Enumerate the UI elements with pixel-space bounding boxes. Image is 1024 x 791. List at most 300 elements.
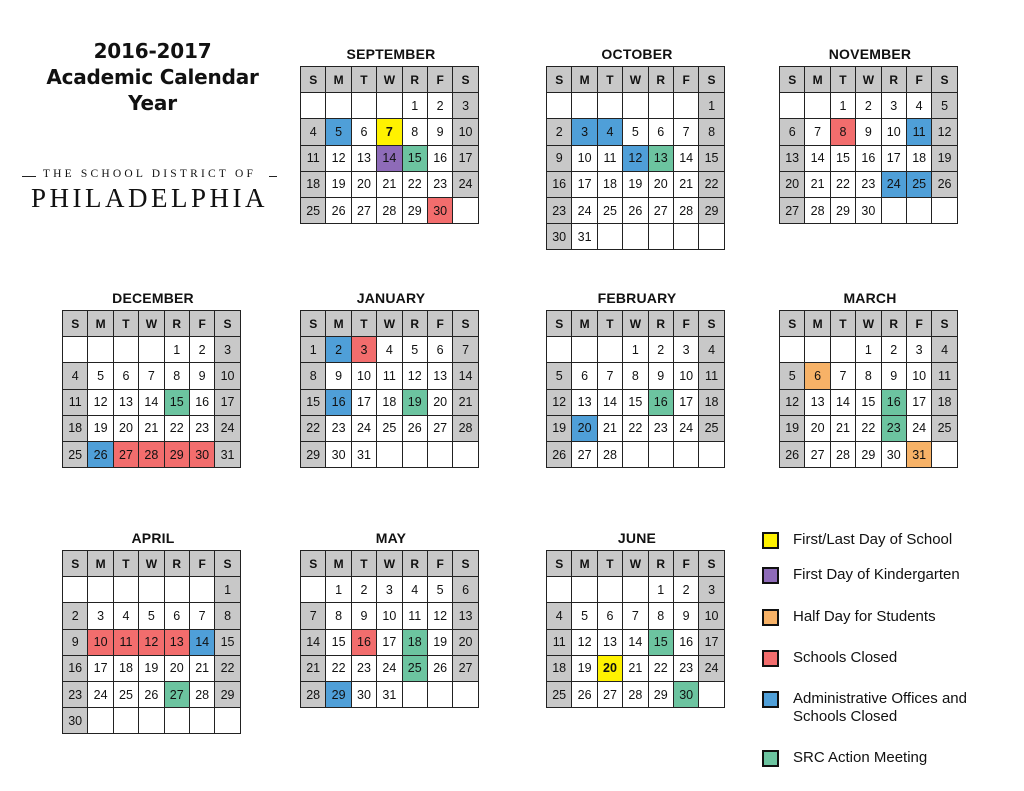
weekday-header: R bbox=[402, 311, 427, 337]
day-cell: 28 bbox=[189, 681, 214, 707]
empty-cell bbox=[597, 337, 622, 363]
day-cell: 4 bbox=[932, 337, 957, 363]
week-row bbox=[301, 197, 479, 223]
day-cell: 13 bbox=[113, 389, 138, 415]
day-cell: 25 bbox=[597, 197, 622, 223]
day-cell: 28 bbox=[805, 197, 830, 223]
day-cell: 26 bbox=[572, 681, 597, 707]
day-cell: 30 bbox=[881, 441, 906, 467]
day-cell: 3 bbox=[88, 603, 113, 629]
day-cell: 16 bbox=[427, 145, 452, 171]
day-cell: 23 bbox=[673, 655, 698, 681]
month-name: APRIL bbox=[131, 530, 175, 546]
day-cell: 7 bbox=[623, 603, 648, 629]
day-cell: 21 bbox=[301, 655, 326, 681]
empty-cell bbox=[427, 441, 452, 467]
day-cell: 22 bbox=[856, 415, 881, 441]
day-cell: 28 bbox=[453, 415, 478, 441]
week-row bbox=[780, 171, 958, 197]
weekday-header: W bbox=[377, 67, 402, 93]
day-cell: 7 bbox=[597, 363, 622, 389]
empty-cell bbox=[164, 577, 189, 603]
empty-cell bbox=[623, 93, 648, 119]
day-cell: 23 bbox=[648, 415, 673, 441]
weekday-header-row bbox=[63, 311, 241, 337]
day-cell: 22 bbox=[699, 171, 724, 197]
empty-cell bbox=[402, 681, 427, 707]
week-row bbox=[301, 363, 479, 389]
weekday-header: T bbox=[830, 311, 855, 337]
day-cell: 5 bbox=[623, 119, 648, 145]
week-row bbox=[547, 389, 725, 415]
day-cell: 20 bbox=[597, 655, 622, 681]
weekday-header: F bbox=[906, 311, 931, 337]
day-cell: 16 bbox=[673, 629, 698, 655]
day-cell: 8 bbox=[830, 119, 855, 145]
empty-cell bbox=[547, 93, 572, 119]
empty-cell bbox=[932, 441, 957, 467]
day-cell: 10 bbox=[453, 119, 478, 145]
day-cell: 6 bbox=[780, 119, 805, 145]
weekday-header: T bbox=[597, 551, 622, 577]
day-cell: 5 bbox=[780, 363, 805, 389]
day-cell: 2 bbox=[881, 337, 906, 363]
day-cell: 24 bbox=[351, 415, 376, 441]
day-cell: 11 bbox=[402, 603, 427, 629]
day-cell: 4 bbox=[699, 337, 724, 363]
day-cell: 8 bbox=[699, 119, 724, 145]
empty-cell bbox=[648, 224, 673, 250]
week-row bbox=[63, 441, 241, 467]
day-cell: 19 bbox=[547, 415, 572, 441]
week-row bbox=[301, 441, 479, 467]
empty-cell bbox=[699, 441, 724, 467]
weekday-header: R bbox=[881, 67, 906, 93]
empty-cell bbox=[805, 93, 830, 119]
weekday-header: R bbox=[881, 311, 906, 337]
day-cell: 15 bbox=[301, 389, 326, 415]
weekday-header-row bbox=[547, 67, 725, 93]
legend-swatch-green bbox=[762, 750, 779, 767]
weekday-header: S bbox=[301, 551, 326, 577]
day-cell: 19 bbox=[623, 171, 648, 197]
day-cell: 21 bbox=[805, 171, 830, 197]
day-cell: 29 bbox=[648, 681, 673, 707]
day-cell: 16 bbox=[547, 171, 572, 197]
day-cell: 7 bbox=[189, 603, 214, 629]
week-row bbox=[63, 389, 241, 415]
day-cell: 30 bbox=[351, 681, 376, 707]
empty-cell bbox=[572, 577, 597, 603]
day-cell: 21 bbox=[377, 171, 402, 197]
day-cell: 18 bbox=[402, 629, 427, 655]
day-cell: 6 bbox=[572, 363, 597, 389]
empty-cell bbox=[139, 337, 164, 363]
weekday-header-row bbox=[63, 551, 241, 577]
empty-cell bbox=[780, 93, 805, 119]
day-cell: 31 bbox=[215, 441, 240, 467]
day-cell: 2 bbox=[63, 603, 88, 629]
day-cell: 10 bbox=[88, 629, 113, 655]
day-cell: 17 bbox=[453, 145, 478, 171]
day-cell: 30 bbox=[547, 224, 572, 250]
week-row bbox=[63, 337, 241, 363]
day-cell: 31 bbox=[906, 441, 931, 467]
day-cell: 23 bbox=[351, 655, 376, 681]
day-cell: 12 bbox=[402, 363, 427, 389]
week-row bbox=[547, 655, 725, 681]
weekday-header: M bbox=[805, 311, 830, 337]
day-cell: 20 bbox=[805, 415, 830, 441]
week-row bbox=[301, 655, 479, 681]
day-cell: 3 bbox=[673, 337, 698, 363]
day-cell: 3 bbox=[215, 337, 240, 363]
weekday-header: T bbox=[351, 67, 376, 93]
calendar-year-title: 2016-2017 bbox=[93, 39, 212, 63]
day-cell: 24 bbox=[673, 415, 698, 441]
day-cell: 26 bbox=[402, 415, 427, 441]
day-cell: 15 bbox=[856, 389, 881, 415]
weekday-header: S bbox=[699, 551, 724, 577]
empty-cell bbox=[113, 708, 138, 734]
day-cell: 16 bbox=[881, 389, 906, 415]
day-cell: 11 bbox=[597, 145, 622, 171]
day-cell: 25 bbox=[113, 681, 138, 707]
empty-cell bbox=[547, 337, 572, 363]
day-cell: 28 bbox=[673, 197, 698, 223]
day-cell: 17 bbox=[572, 171, 597, 197]
day-cell: 24 bbox=[215, 415, 240, 441]
day-cell: 10 bbox=[215, 363, 240, 389]
weekday-header: W bbox=[377, 551, 402, 577]
day-cell: 29 bbox=[326, 681, 351, 707]
day-cell: 14 bbox=[623, 629, 648, 655]
weekday-header: M bbox=[572, 67, 597, 93]
day-cell: 5 bbox=[427, 577, 452, 603]
weekday-header: S bbox=[453, 67, 478, 93]
day-cell: 14 bbox=[805, 145, 830, 171]
day-cell: 11 bbox=[377, 363, 402, 389]
weekday-header: S bbox=[699, 311, 724, 337]
weekday-header: F bbox=[427, 67, 452, 93]
day-cell: 16 bbox=[856, 145, 881, 171]
week-row bbox=[780, 119, 958, 145]
day-cell: 19 bbox=[572, 655, 597, 681]
day-cell: 14 bbox=[453, 363, 478, 389]
weekday-header: M bbox=[805, 67, 830, 93]
day-cell: 3 bbox=[351, 337, 376, 363]
empty-cell bbox=[189, 577, 214, 603]
day-cell: 7 bbox=[830, 363, 855, 389]
day-cell: 17 bbox=[699, 629, 724, 655]
month-grid bbox=[300, 550, 479, 708]
day-cell: 24 bbox=[906, 415, 931, 441]
day-cell: 10 bbox=[906, 363, 931, 389]
day-cell: 9 bbox=[189, 363, 214, 389]
week-row bbox=[547, 93, 725, 119]
day-cell: 23 bbox=[189, 415, 214, 441]
weekday-header: T bbox=[830, 67, 855, 93]
day-cell: 31 bbox=[351, 441, 376, 467]
day-cell: 20 bbox=[351, 171, 376, 197]
day-cell: 8 bbox=[402, 119, 427, 145]
day-cell: 12 bbox=[326, 145, 351, 171]
day-cell: 22 bbox=[215, 655, 240, 681]
day-cell: 14 bbox=[189, 629, 214, 655]
day-cell: 18 bbox=[597, 171, 622, 197]
weekday-header: S bbox=[453, 311, 478, 337]
day-cell: 17 bbox=[215, 389, 240, 415]
weekday-header: T bbox=[597, 311, 622, 337]
day-cell: 18 bbox=[699, 389, 724, 415]
empty-cell bbox=[699, 681, 724, 707]
day-cell: 25 bbox=[547, 681, 572, 707]
weekday-header: S bbox=[780, 311, 805, 337]
day-cell: 19 bbox=[932, 145, 957, 171]
empty-cell bbox=[547, 577, 572, 603]
weekday-header: R bbox=[164, 311, 189, 337]
week-row bbox=[63, 603, 241, 629]
legend-item bbox=[762, 566, 1008, 584]
day-cell: 21 bbox=[453, 389, 478, 415]
week-row bbox=[547, 441, 725, 467]
month-name: MARCH bbox=[843, 290, 897, 306]
weekday-header: S bbox=[547, 311, 572, 337]
month-grid bbox=[62, 310, 241, 468]
day-cell: 13 bbox=[453, 603, 478, 629]
empty-cell bbox=[139, 708, 164, 734]
day-cell: 6 bbox=[805, 363, 830, 389]
day-cell: 12 bbox=[547, 389, 572, 415]
day-cell: 27 bbox=[164, 681, 189, 707]
weekday-header: F bbox=[673, 551, 698, 577]
week-row bbox=[301, 603, 479, 629]
day-cell: 27 bbox=[780, 197, 805, 223]
day-cell: 1 bbox=[648, 577, 673, 603]
empty-cell bbox=[673, 224, 698, 250]
weekday-header-row bbox=[301, 67, 479, 93]
day-cell: 24 bbox=[572, 197, 597, 223]
legend-item bbox=[762, 749, 1008, 767]
empty-cell bbox=[673, 441, 698, 467]
day-cell: 16 bbox=[63, 655, 88, 681]
day-cell: 17 bbox=[88, 655, 113, 681]
day-cell: 12 bbox=[88, 389, 113, 415]
empty-cell bbox=[623, 577, 648, 603]
day-cell: 28 bbox=[301, 681, 326, 707]
legend-swatch-purple bbox=[762, 567, 779, 584]
legend-item bbox=[762, 649, 1008, 667]
week-row bbox=[780, 441, 958, 467]
weekday-header: M bbox=[572, 551, 597, 577]
week-row bbox=[63, 681, 241, 707]
weekday-header: S bbox=[63, 311, 88, 337]
day-cell: 19 bbox=[326, 171, 351, 197]
day-cell: 5 bbox=[932, 93, 957, 119]
week-row bbox=[63, 708, 241, 734]
empty-cell bbox=[301, 93, 326, 119]
legend-swatch-orange bbox=[762, 609, 779, 626]
day-cell: 22 bbox=[648, 655, 673, 681]
month-name: OCTOBER bbox=[601, 46, 673, 62]
week-row bbox=[301, 93, 479, 119]
legend-item bbox=[762, 531, 1008, 549]
empty-cell bbox=[301, 577, 326, 603]
empty-cell bbox=[164, 708, 189, 734]
day-cell: 18 bbox=[932, 389, 957, 415]
day-cell: 16 bbox=[326, 389, 351, 415]
day-cell: 21 bbox=[623, 655, 648, 681]
empty-cell bbox=[572, 337, 597, 363]
day-cell: 26 bbox=[139, 681, 164, 707]
day-cell: 15 bbox=[648, 629, 673, 655]
day-cell: 16 bbox=[189, 389, 214, 415]
day-cell: 30 bbox=[326, 441, 351, 467]
day-cell: 22 bbox=[402, 171, 427, 197]
week-row bbox=[547, 629, 725, 655]
day-cell: 18 bbox=[63, 415, 88, 441]
weekday-header: W bbox=[623, 551, 648, 577]
legend-swatch-yellow bbox=[762, 532, 779, 549]
day-cell: 19 bbox=[88, 415, 113, 441]
day-cell: 15 bbox=[402, 145, 427, 171]
day-cell: 19 bbox=[780, 415, 805, 441]
day-cell: 22 bbox=[830, 171, 855, 197]
day-cell: 13 bbox=[597, 629, 622, 655]
weekday-header: W bbox=[856, 311, 881, 337]
day-cell: 13 bbox=[427, 363, 452, 389]
day-cell: 20 bbox=[113, 415, 138, 441]
weekday-header-row bbox=[780, 67, 958, 93]
day-cell: 30 bbox=[856, 197, 881, 223]
day-cell: 26 bbox=[326, 197, 351, 223]
day-cell: 26 bbox=[932, 171, 957, 197]
weekday-header: W bbox=[623, 67, 648, 93]
empty-cell bbox=[139, 577, 164, 603]
empty-cell bbox=[780, 337, 805, 363]
empty-cell bbox=[906, 197, 931, 223]
week-row bbox=[301, 145, 479, 171]
day-cell: 25 bbox=[63, 441, 88, 467]
day-cell: 10 bbox=[673, 363, 698, 389]
weekday-header: F bbox=[189, 551, 214, 577]
empty-cell bbox=[351, 93, 376, 119]
day-cell: 30 bbox=[63, 708, 88, 734]
week-row bbox=[63, 577, 241, 603]
day-cell: 21 bbox=[830, 415, 855, 441]
day-cell: 11 bbox=[113, 629, 138, 655]
day-cell: 27 bbox=[113, 441, 138, 467]
weekday-header-row bbox=[547, 551, 725, 577]
week-row bbox=[63, 629, 241, 655]
day-cell: 31 bbox=[377, 681, 402, 707]
day-cell: 7 bbox=[139, 363, 164, 389]
day-cell: 20 bbox=[648, 171, 673, 197]
week-row bbox=[547, 415, 725, 441]
day-cell: 15 bbox=[215, 629, 240, 655]
day-cell: 12 bbox=[932, 119, 957, 145]
day-cell: 27 bbox=[351, 197, 376, 223]
legend-label: SRC Action Meeting bbox=[793, 749, 928, 766]
day-cell: 17 bbox=[377, 629, 402, 655]
legend-label: First/Last Day of School bbox=[793, 531, 953, 548]
empty-cell bbox=[189, 708, 214, 734]
day-cell: 30 bbox=[673, 681, 698, 707]
day-cell: 27 bbox=[453, 655, 478, 681]
month-grid bbox=[546, 310, 725, 468]
day-cell: 29 bbox=[402, 197, 427, 223]
weekday-header: W bbox=[377, 311, 402, 337]
weekday-header: M bbox=[88, 311, 113, 337]
empty-cell bbox=[648, 441, 673, 467]
weekday-header-row bbox=[547, 311, 725, 337]
day-cell: 22 bbox=[623, 415, 648, 441]
weekday-header: M bbox=[572, 311, 597, 337]
empty-cell bbox=[453, 197, 478, 223]
day-cell: 25 bbox=[699, 415, 724, 441]
weekday-header-row bbox=[301, 311, 479, 337]
day-cell: 2 bbox=[673, 577, 698, 603]
day-cell: 16 bbox=[648, 389, 673, 415]
logo-district-text: THE SCHOOL DISTRICT OF bbox=[42, 168, 257, 180]
day-cell: 23 bbox=[881, 415, 906, 441]
day-cell: 10 bbox=[351, 363, 376, 389]
day-cell: 2 bbox=[856, 93, 881, 119]
empty-cell bbox=[88, 577, 113, 603]
day-cell: 28 bbox=[139, 441, 164, 467]
week-row bbox=[301, 415, 479, 441]
weekday-header: T bbox=[597, 67, 622, 93]
week-row bbox=[547, 363, 725, 389]
day-cell: 13 bbox=[164, 629, 189, 655]
empty-cell bbox=[113, 577, 138, 603]
day-cell: 15 bbox=[326, 629, 351, 655]
day-cell: 29 bbox=[301, 441, 326, 467]
weekday-header: F bbox=[673, 67, 698, 93]
day-cell: 18 bbox=[377, 389, 402, 415]
month-grid bbox=[779, 310, 958, 468]
legend-label: Half Day for Students bbox=[793, 608, 936, 625]
weekday-header: F bbox=[906, 67, 931, 93]
day-cell: 14 bbox=[301, 629, 326, 655]
empty-cell bbox=[932, 197, 957, 223]
calendar-subtitle: Academic Calendar Year bbox=[46, 65, 259, 115]
legend-item bbox=[762, 690, 1008, 726]
day-cell: 1 bbox=[830, 93, 855, 119]
day-cell: 9 bbox=[326, 363, 351, 389]
day-cell: 13 bbox=[780, 145, 805, 171]
day-cell: 3 bbox=[906, 337, 931, 363]
day-cell: 10 bbox=[881, 119, 906, 145]
day-cell: 17 bbox=[673, 389, 698, 415]
day-cell: 17 bbox=[906, 389, 931, 415]
day-cell: 29 bbox=[164, 441, 189, 467]
legend-label: Administrative Offices and Schools Closed bbox=[793, 690, 967, 725]
logo-rule-right bbox=[269, 176, 277, 177]
day-cell: 26 bbox=[623, 197, 648, 223]
day-cell: 24 bbox=[88, 681, 113, 707]
week-row bbox=[780, 93, 958, 119]
day-cell: 6 bbox=[164, 603, 189, 629]
day-cell: 19 bbox=[402, 389, 427, 415]
day-cell: 2 bbox=[351, 577, 376, 603]
day-cell: 27 bbox=[572, 441, 597, 467]
day-cell: 14 bbox=[597, 389, 622, 415]
legend-swatch-red bbox=[762, 650, 779, 667]
day-cell: 6 bbox=[351, 119, 376, 145]
day-cell: 17 bbox=[351, 389, 376, 415]
month-name: NOVEMBER bbox=[828, 46, 912, 62]
